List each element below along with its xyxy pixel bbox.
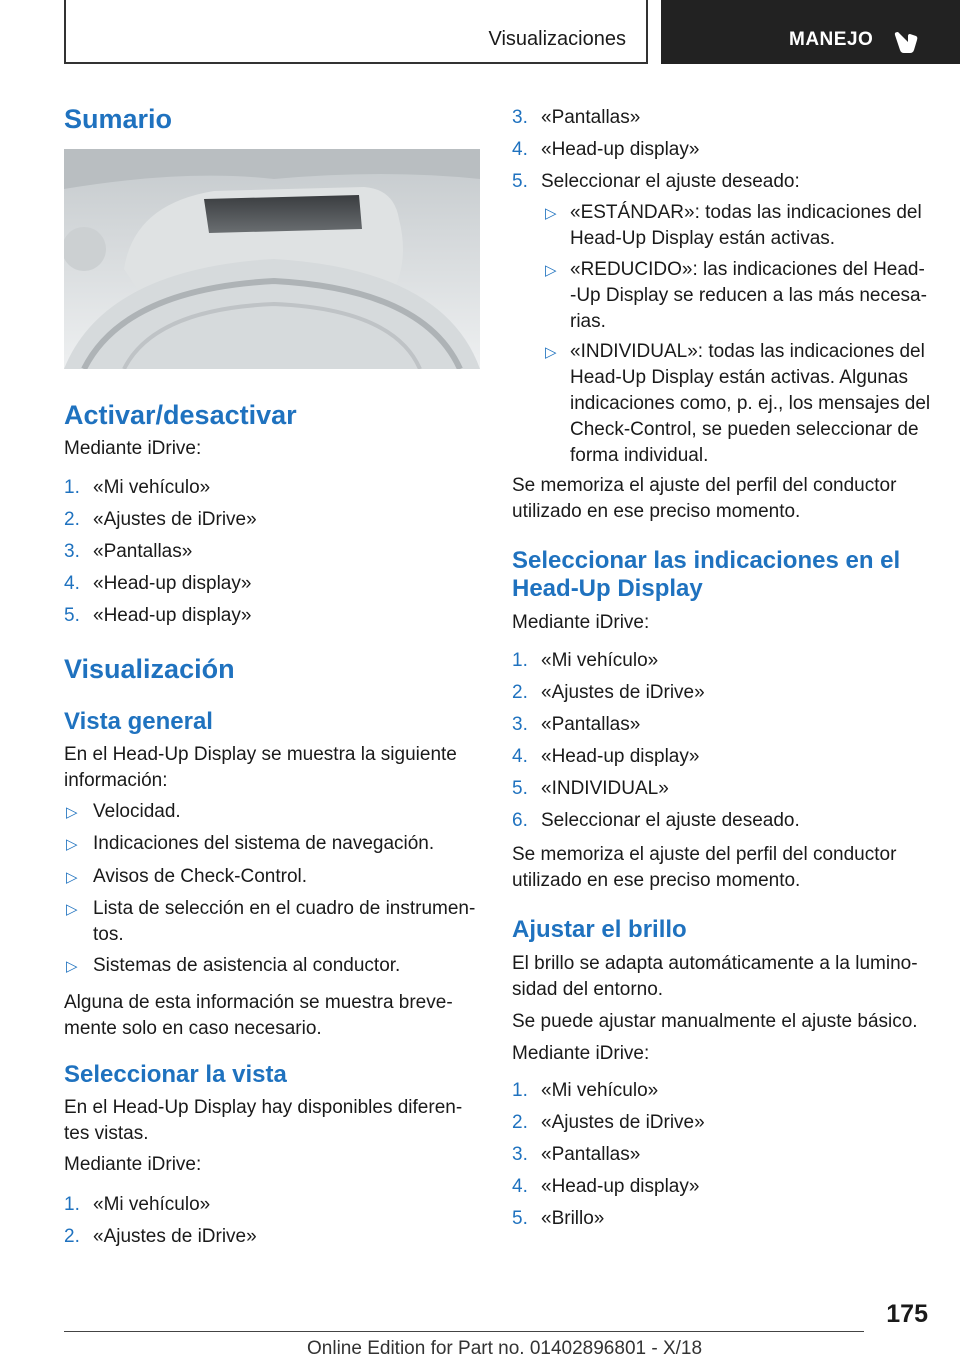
- vista-general-text-1: En el Head-Up Display se muestra la siguiente: [64, 744, 457, 765]
- step-text: «Mi vehículo»: [541, 1080, 659, 1101]
- activar-intro: Mediante iDrive:: [64, 438, 202, 459]
- bullet-text: Lista de selección en el cuadro de instrumen-: [93, 898, 476, 919]
- option-text: forma individual.: [570, 445, 709, 466]
- memoriza2-text-1: Se memoriza el ajuste del perfil del conductor: [512, 844, 897, 865]
- bullet-triangle-icon: ▷: [66, 901, 78, 918]
- brillo-text-2: sidad del entorno.: [512, 979, 664, 1000]
- step-text: «Brillo»: [541, 1208, 605, 1229]
- step-text: «Mi vehículo»: [93, 477, 211, 498]
- step-text: «Ajustes de iDrive»: [93, 509, 257, 530]
- brillo-text-3: Se puede ajustar manualmente el ajuste básico.: [512, 1011, 918, 1032]
- sumario-heading: Sumario: [64, 104, 173, 134]
- step-text: «Pantallas»: [541, 714, 641, 735]
- ajustar-brillo-heading: Ajustar el brillo: [512, 916, 687, 943]
- option-text: -Up Display se reducen a las más necesa-: [570, 285, 927, 306]
- step-number: 3.: [512, 107, 528, 128]
- option-text: Head-Up Display están activas. Algunas: [570, 367, 908, 388]
- option-text: «ESTÁNDAR»: todas las indicaciones del: [570, 202, 922, 223]
- step-text: «Pantallas»: [541, 1144, 641, 1165]
- bullet-triangle-icon: ▷: [545, 205, 557, 222]
- bullet-triangle-icon: ▷: [66, 958, 78, 975]
- seleccionar-indicaciones-heading-2: Head-Up Display: [512, 575, 703, 602]
- page-number: 175: [886, 1300, 928, 1328]
- step-number: 4.: [512, 1176, 528, 1197]
- header-section-box: [64, 0, 648, 64]
- step-text: «Pantallas»: [93, 541, 193, 562]
- option-text: «INDIVIDUAL»: todas las indicaciones del: [570, 341, 925, 362]
- step-number: 1.: [64, 1194, 80, 1215]
- step-number: 4.: [512, 746, 528, 767]
- bullet-text: Velocidad.: [93, 801, 181, 822]
- bullet-triangle-icon: ▷: [545, 344, 557, 361]
- step-text: Seleccionar el ajuste deseado:: [541, 171, 800, 192]
- step-number: 1.: [64, 477, 80, 498]
- seleccionar-indicaciones-intro: Mediante iDrive:: [512, 612, 650, 633]
- step-number: 3.: [64, 541, 80, 562]
- step-number: 1.: [512, 1080, 528, 1101]
- option-text: rias.: [570, 311, 606, 332]
- footer-edition: Online Edition for Part no. 01402896801 - X/18: [307, 1338, 703, 1359]
- step-text: «Mi vehículo»: [541, 650, 659, 671]
- step-number: 2.: [64, 1226, 80, 1247]
- step-number: 5.: [512, 778, 528, 799]
- step-number: 5.: [64, 605, 80, 626]
- step-number: 3.: [512, 714, 528, 735]
- step-text: «Head-up display»: [93, 605, 252, 626]
- step-text: «Head-up display»: [541, 139, 700, 160]
- chapter-tab[interactable]: [661, 0, 960, 64]
- chapter-tab-label: MANEJO: [789, 29, 874, 50]
- head-up-display-photo: [64, 149, 480, 369]
- step-text: «Ajustes de iDrive»: [93, 1226, 257, 1247]
- seleccionar-vista-intro: Mediante iDrive:: [64, 1154, 202, 1175]
- seleccionar-vista-text-2: tes vistas.: [64, 1123, 149, 1144]
- vista-general-text-2: información:: [64, 770, 168, 791]
- bullet-text: Sistemas de asistencia al conductor.: [93, 955, 401, 976]
- step-text: «Ajustes de iDrive»: [541, 1112, 705, 1133]
- visualizacion-heading: Visualización: [64, 654, 235, 684]
- step-number: 5.: [512, 171, 528, 192]
- step-text: Seleccionar el ajuste deseado.: [541, 810, 800, 831]
- step-number: 4.: [512, 139, 528, 160]
- seleccionar-vista-text-1: En el Head-Up Display hay disponibles diferen-: [64, 1097, 463, 1118]
- brillo-text-1: El brillo se adapta automáticamente a la lumino-: [512, 953, 918, 974]
- step-number: 2.: [512, 682, 528, 703]
- step-number: 2.: [512, 1112, 528, 1133]
- step-text: «Mi vehículo»: [93, 1194, 211, 1215]
- step-text: «Pantallas»: [541, 107, 641, 128]
- step-number: 6.: [512, 810, 528, 831]
- step-text: «INDIVIDUAL»: [541, 778, 669, 799]
- brillo-intro: Mediante iDrive:: [512, 1043, 650, 1064]
- option-text: «REDUCIDO»: las indicaciones del Head-: [570, 259, 925, 280]
- bullet-text: tos.: [93, 924, 124, 945]
- footer-divider: [64, 1331, 864, 1332]
- option-text: Check-Control, se pueden seleccionar de: [570, 419, 919, 440]
- step-text: «Head-up display»: [541, 746, 700, 767]
- alguna-text-2: mente solo en caso necesario.: [64, 1018, 322, 1039]
- section-title: Visualizaciones: [488, 28, 626, 50]
- bullet-triangle-icon: ▷: [545, 262, 557, 279]
- hand-pointer-icon: [894, 26, 920, 54]
- memoriza-text-1: Se memoriza el ajuste del perfil del conductor: [512, 475, 897, 496]
- step-text: «Ajustes de iDrive»: [541, 682, 705, 703]
- step-number: 3.: [512, 1144, 528, 1165]
- vista-general-heading: Vista general: [64, 708, 213, 735]
- step-text: «Head-up display»: [93, 573, 252, 594]
- option-text: indicaciones como, p. ej., los mensajes del: [570, 393, 931, 414]
- option-text: Head-Up Display están activas.: [570, 228, 836, 249]
- memoriza-text-2: utilizado en ese preciso momento.: [512, 501, 801, 522]
- activar-heading: Activar/desactivar: [64, 400, 297, 430]
- bullet-triangle-icon: ▷: [66, 869, 78, 886]
- alguna-text-1: Alguna de esta información se muestra breve-: [64, 992, 453, 1013]
- bullet-text: Indicaciones del sistema de navegación.: [93, 833, 435, 854]
- bullet-text: Avisos de Check-Control.: [93, 866, 308, 887]
- step-text: «Head-up display»: [541, 1176, 700, 1197]
- step-number: 5.: [512, 1208, 528, 1229]
- bullet-triangle-icon: ▷: [66, 804, 78, 821]
- seleccionar-vista-heading: Seleccionar la vista: [64, 1061, 287, 1088]
- bullet-triangle-icon: ▷: [66, 836, 78, 853]
- step-number: 1.: [512, 650, 528, 671]
- step-number: 2.: [64, 509, 80, 530]
- memoriza2-text-2: utilizado en ese preciso momento.: [512, 870, 801, 891]
- seleccionar-indicaciones-heading-1: Seleccionar las indicaciones en el: [512, 547, 901, 574]
- step-number: 4.: [64, 573, 80, 594]
